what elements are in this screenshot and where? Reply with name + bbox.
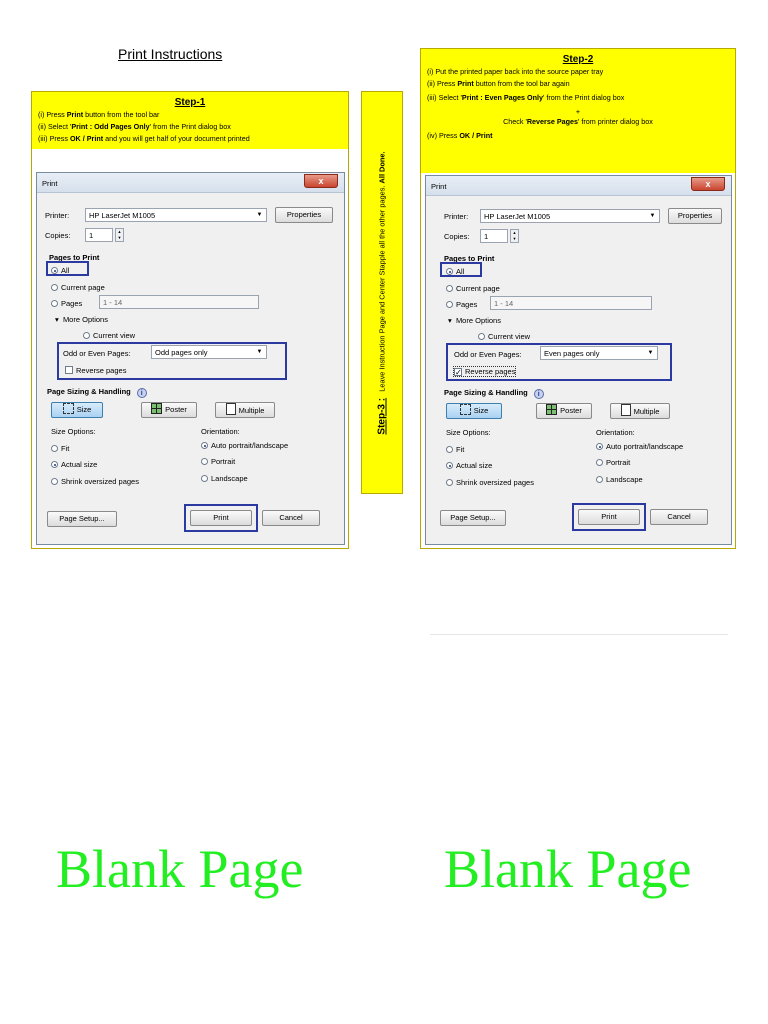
dialog-titlebar	[37, 173, 344, 193]
radio-landscape[interactable]: Landscape	[201, 474, 248, 483]
poster-icon	[151, 403, 162, 414]
pages-to-print-heading: Pages to Print	[444, 254, 495, 263]
size-options-label: Size Options:	[51, 427, 96, 436]
checkmark-icon: ✓	[455, 368, 462, 377]
highlight-all	[46, 261, 89, 276]
odd-even-select[interactable]: Odd pages only ▼	[151, 345, 267, 359]
orientation-label: Orientation:	[596, 428, 635, 437]
radio-actual-size[interactable]: Actual size	[446, 461, 492, 470]
step2-instructions	[421, 49, 735, 173]
reverse-pages-checkbox[interactable]: ✓ Reverse pages	[455, 367, 516, 377]
print-button[interactable]: Print	[190, 510, 252, 526]
radio-shrink[interactable]: Shrink oversized pages	[51, 477, 139, 486]
size-button[interactable]: Size	[446, 403, 502, 419]
pages-to-print-heading: Pages to Print	[49, 253, 100, 262]
odd-even-select[interactable]: Even pages only ▼	[540, 346, 658, 360]
reverse-pages-checkbox[interactable]: Reverse pages	[65, 366, 126, 375]
step3-banner	[361, 91, 403, 494]
radio-actual-size[interactable]: Actual size	[51, 460, 97, 469]
properties-button[interactable]: Properties	[668, 208, 722, 224]
odd-even-label: Odd or Even Pages:	[454, 350, 522, 359]
cancel-button[interactable]: Cancel	[650, 509, 708, 525]
radio-portrait[interactable]: Portrait	[201, 457, 235, 466]
radio-shrink[interactable]: Shrink oversized pages	[446, 478, 534, 487]
printer-label: Printer:	[45, 211, 70, 220]
multiple-icon	[621, 404, 631, 416]
step1-instructions	[32, 92, 348, 149]
radio-pages[interactable]: Pages	[446, 300, 477, 309]
copies-stepper[interactable]: ▲ ▼	[510, 229, 519, 243]
size-options-label: Size Options:	[446, 428, 491, 437]
step2-line-2: (ii) Press Print button from the tool bar again	[427, 79, 570, 89]
size-icon	[63, 403, 74, 414]
size-icon	[460, 404, 471, 415]
multiple-icon	[226, 403, 236, 415]
step2-line-5: (iv) Press OK / Print	[427, 131, 493, 141]
step2-plus: +	[575, 106, 581, 116]
poster-icon	[546, 404, 557, 415]
poster-button[interactable]: Poster	[141, 402, 197, 418]
info-icon: i	[137, 388, 147, 398]
info-icon: i	[534, 389, 544, 399]
close-button[interactable]: x	[691, 177, 725, 191]
step1-panel	[31, 91, 349, 549]
step2-panel	[420, 48, 736, 549]
print-button[interactable]: Print	[578, 509, 640, 525]
radio-current-page[interactable]: Current page	[51, 283, 105, 292]
radio-fit[interactable]: Fit	[446, 445, 464, 454]
radio-auto-orientation[interactable]: Auto portrait/landscape	[201, 441, 288, 450]
more-options-toggle[interactable]: ▾ More Options	[448, 316, 501, 325]
radio-portrait[interactable]: Portrait	[596, 458, 630, 467]
multiple-button[interactable]: Multiple	[215, 402, 275, 418]
copies-input[interactable]: 1	[480, 229, 508, 243]
step2-line-4: Check 'Reverse Pages' from printer dialog box	[503, 117, 653, 127]
more-options-toggle[interactable]: ▾ More Options	[55, 315, 108, 324]
radio-fit[interactable]: Fit	[51, 444, 69, 453]
radio-pages[interactable]: Pages	[51, 299, 82, 308]
properties-button[interactable]: Properties	[275, 207, 333, 223]
pages-range-input[interactable]: 1 - 14	[99, 295, 259, 309]
chevron-down-icon: ▼	[256, 212, 263, 218]
radio-all[interactable]: All	[446, 267, 464, 276]
copies-label: Copies:	[444, 232, 470, 241]
step1-line-2: (ii) Select 'Print : Odd Pages Only' from the Print dialog box	[38, 122, 231, 132]
page-setup-button[interactable]: Page Setup...	[440, 510, 506, 526]
orientation-label: Orientation:	[201, 427, 240, 436]
dialog-titlebar	[426, 176, 731, 196]
printer-select[interactable]: HP LaserJet M1005 ▼	[85, 208, 267, 222]
radio-current-view[interactable]: Current view	[83, 331, 135, 340]
cancel-button[interactable]: Cancel	[262, 510, 320, 526]
chevron-down-icon: ▼	[649, 213, 656, 219]
close-button[interactable]: x	[304, 174, 338, 188]
printer-label: Printer:	[444, 212, 469, 221]
page-sizing-heading: Page Sizing & Handling i	[444, 388, 544, 399]
blank-page-label-left: Blank Page	[56, 839, 304, 899]
copies-input[interactable]: 1	[85, 228, 113, 242]
step2-heading: Step-2	[562, 54, 594, 65]
radio-all[interactable]: All	[51, 266, 69, 275]
size-button[interactable]: Size	[51, 402, 103, 418]
radio-current-page[interactable]: Current page	[446, 284, 500, 293]
print-dialog-even	[425, 175, 732, 545]
odd-even-label: Odd or Even Pages:	[63, 349, 131, 358]
step1-heading: Step-1	[174, 97, 206, 108]
multiple-button[interactable]: Multiple	[610, 403, 670, 419]
radio-auto-orientation[interactable]: Auto portrait/landscape	[596, 442, 683, 451]
chevron-down-icon: ▼	[256, 349, 263, 355]
page-title: Print Instructions	[118, 46, 223, 62]
step2-line-1: (i) Put the printed paper back into the source paper tray	[427, 67, 604, 76]
poster-button[interactable]: Poster	[536, 403, 592, 419]
page-setup-button[interactable]: Page Setup...	[47, 511, 117, 527]
radio-current-view[interactable]: Current view	[478, 332, 530, 341]
highlight-all	[440, 262, 482, 277]
divider-line	[430, 634, 728, 635]
step3-text: Step-3 : Leave Instruction Page and Center Stapple all the other pages. All Done.	[376, 150, 388, 435]
step1-line-3: (iii) Press OK / Print and you will get half of your document printed	[38, 134, 250, 144]
chevron-down-icon: ▼	[647, 350, 654, 356]
printer-select[interactable]: HP LaserJet M1005 ▼	[480, 209, 660, 223]
copies-stepper[interactable]: ▲ ▼	[115, 228, 124, 242]
pages-range-input[interactable]: 1 - 14	[490, 296, 652, 310]
blank-page-label-right: Blank Page	[444, 839, 692, 899]
radio-landscape[interactable]: Landscape	[596, 475, 643, 484]
step1-line-1: (i) Press Print button from the tool bar	[38, 110, 160, 119]
page-sizing-heading: Page Sizing & Handling i	[47, 387, 147, 398]
dialog-title: Print	[431, 182, 447, 191]
copies-label: Copies:	[45, 231, 71, 240]
print-dialog-odd	[36, 172, 345, 545]
step2-line-3: (iii) Select 'Print : Even Pages Only' from the Print dialog box	[427, 93, 625, 103]
dialog-title: Print	[42, 179, 58, 188]
